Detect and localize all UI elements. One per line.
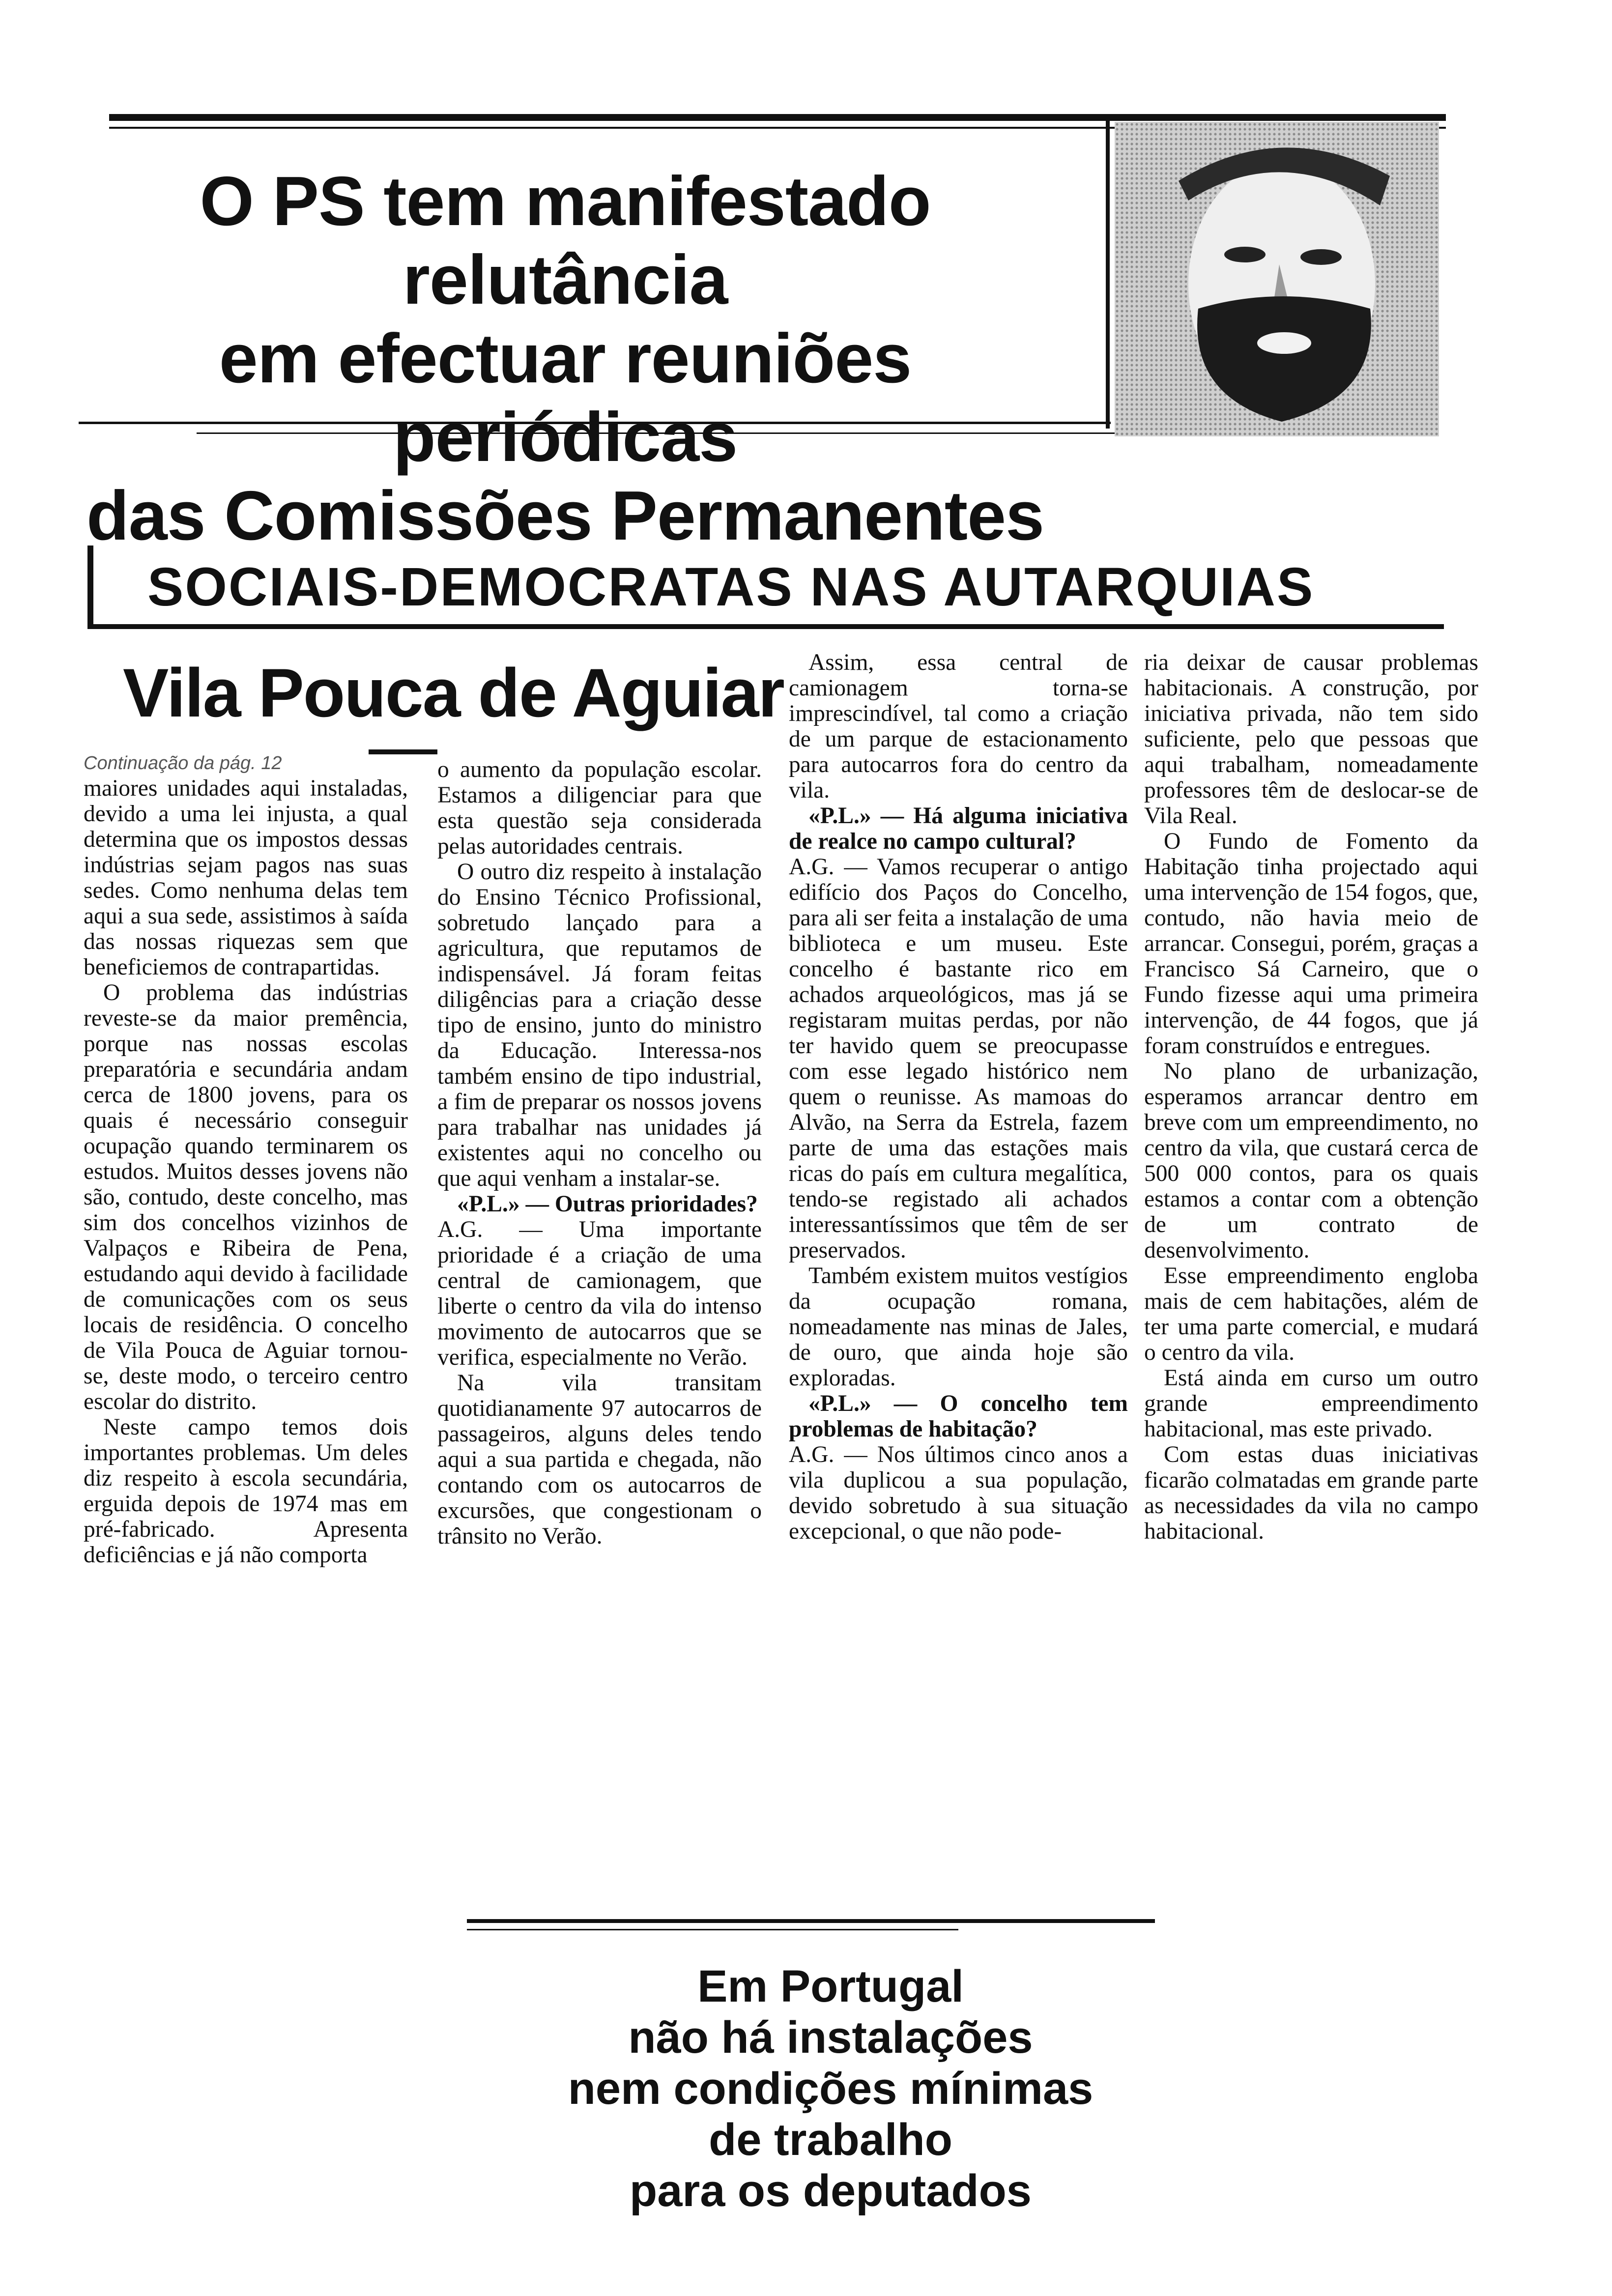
- paragraph: O Fundo de Fomento da Habitação tinha projectado aqui uma intervenção de 154 fogos, que, contudo, não havia meio de arrancar. Consegui, porém, graças a Francisco Sá Carneiro, que o Fundo fizesse aqui uma primeira intervenção, de 44 fogos, que já foram construídos e entregues.: [1144, 829, 1478, 1059]
- bottom-headline-line: Em Portugal: [697, 1961, 964, 2011]
- top-headline: [54, 162, 1076, 555]
- paragraph: O problema das indústrias reveste-se da maior premência, porque nas nossas escolas preparatória e secundária andam cerca de 1800 jovens, para os quais é necessário conseguir ocupação quando terminarem os estudos. Muitos desses jovens não são, contudo, deste concelho, mas sim dos concelhos vizinhos de Valpaços e Ribeira de Pena, estudando aqui devido à facilidade de comunicações com os seus locais de residência. O concelho de Vila Pouca de Aguiar tornou-se, deste modo, o terceiro centro escolar do distrito.: [84, 980, 408, 1414]
- bottom-headline-line: para os deputados: [630, 2166, 1032, 2216]
- top-headline-line: O PS tem manifestado relutância: [200, 162, 931, 319]
- top-headline-line: das Comissões Permanentes: [86, 477, 1044, 555]
- section-banner: [87, 545, 1444, 629]
- top-headline-line: em efectuar reuniões periódicas: [219, 319, 912, 476]
- paragraph: Também existem muitos vestígios da ocupação romana, nomeadamente nas minas de Jales, de ouro, que ainda hoje são exploradas.: [789, 1263, 1128, 1391]
- paragraph: Neste campo temos dois importantes problemas. Um deles diz respeito à escola secundária, erguida depois de 1974 mas em pré-fabricado. Apresenta deficiências e já não comporta: [84, 1414, 408, 1568]
- interviewer-question: «P.L.» — Há alguma iniciativa de realce no campo cultural?: [789, 803, 1128, 854]
- answer-paragraph: A.G. — Uma importante prioridade é a criação de uma central de camionagem, que liberte o centro da vila do intenso movimento de autocarros que se verifica, especialmente no Verão.: [437, 1217, 762, 1370]
- bottom-headline-line: de trabalho: [709, 2115, 952, 2165]
- paragraph: Com estas duas iniciativas ficarão colmatadas em grande parte as necessidades da vila no campo habitacional.: [1144, 1442, 1478, 1544]
- paragraph: No plano de urbanização, esperamos arrancar dentro em breve com um empreendimento, no centro da vila, que custará cerca de 500 000 contos, para os quais estamos a contar com a obtenção de um contrato de desenvolvimento.: [1144, 1059, 1478, 1263]
- paragraph: ria deixar de causar problemas habitacionais. A construção, por iniciativa privada, não tem sido suficiente, pelo que pessoas que aqui trabalham, nomeadamente professores têm de deslocar-se de Vila Real.: [1144, 650, 1478, 829]
- bottom-headline-line: não há instalações: [628, 2012, 1033, 2063]
- answer-paragraph: A.G. — Vamos recuperar o antigo edifício dos Paços do Concelho, para ali ser feita a instalação de uma biblioteca e um museu. Este concelho é bastante rico em achados arqueológicos, mas já se registaram muitas perdas, por não ter havido quem se preocupasse com esse legado histórico nem quem o reunisse. As mamoas do Alvão, na Serra da Estrela, fazem parte de uma das estações mais ricas do país em cultura megalítica, tendo-se registado ali achados interessantíssimos que têm de ser preservados.: [789, 854, 1128, 1263]
- paragraph: o aumento da população escolar. Estamos a diligenciar para que esta questão seja considerada pelas autoridades centrais.: [437, 757, 762, 859]
- headline-box-right-rule: [1106, 114, 1110, 429]
- paragraph: Está ainda em curso um outro grande empreendimento habitacional, mas este privado.: [1144, 1365, 1478, 1442]
- paragraph: Na vila transitam quotidianamente 97 autocarros de passageiros, alguns deles tendo aqui a sua partida e chegada, não contando com os autocarros de excursões, que congestionam o trânsito no Verão.: [437, 1370, 762, 1549]
- interviewer-question: «P.L.» — Outras prioridades?: [457, 1191, 758, 1217]
- article-column-4: [1144, 650, 1478, 1544]
- bottom-headline: [511, 1961, 1150, 2216]
- paragraph: Esse empreendimento engloba mais de cem habitações, além de ter uma parte comercial, e mudará o centro da vila.: [1144, 1263, 1478, 1365]
- paragraph: O outro diz respeito à instalação do Ensino Técnico Profissional, sobretudo lançado para a agricultura, que reputamos de indispensável. Já foram feitas diligências para a criação desse tipo de ensino, junto do ministro da Educação. Interessa-nos também ensino de tipo industrial, a fim de preparar os nossos jovens para trabalhar nas unidades já existentes aqui no concelho ou que aqui venham a instalar-se.: [437, 859, 762, 1191]
- top-rule-thick: [109, 114, 1446, 121]
- section-banner-title: SOCIAIS-DEMOCRATAS NAS AUTARQUIAS: [147, 557, 1315, 617]
- bottom-rule-thick: [467, 1919, 1155, 1923]
- interviewer-question: «P.L.» — O concelho tem problemas de habitação?: [789, 1391, 1128, 1442]
- article-column-1: [84, 775, 408, 1568]
- title-dash: [369, 749, 437, 754]
- bottom-rule-thin: [467, 1929, 958, 1930]
- portrait-photo: [1115, 122, 1439, 436]
- article-title: Vila Pouca de Aguiar: [123, 654, 784, 731]
- paragraph: Assim, essa central de camionagem torna-se imprescindível, tal como a criação de um parque de estacionamento para autocarros fora do centro da vila.: [789, 650, 1128, 803]
- article-column-3: [789, 650, 1128, 1544]
- bottom-headline-line: nem condições mínimas: [568, 2064, 1094, 2114]
- article-column-2: [437, 757, 762, 1549]
- paragraph: maiores unidades aqui instaladas, devido a uma lei injusta, a qual determina que os impostos dessas indústrias sejam pagos nas suas sedes. Como nenhuma delas tem aqui a sua sede, assistimos à saída das nossas riquezas sem que beneficiemos de contrapartidas.: [84, 775, 408, 980]
- answer-paragraph: A.G. — Nos últimos cinco anos a vila duplicou a sua população, devido sobretudo à sua situação excepcional, o que não pode-: [789, 1442, 1128, 1544]
- continuation-note: Continuação da pág. 12: [84, 753, 282, 774]
